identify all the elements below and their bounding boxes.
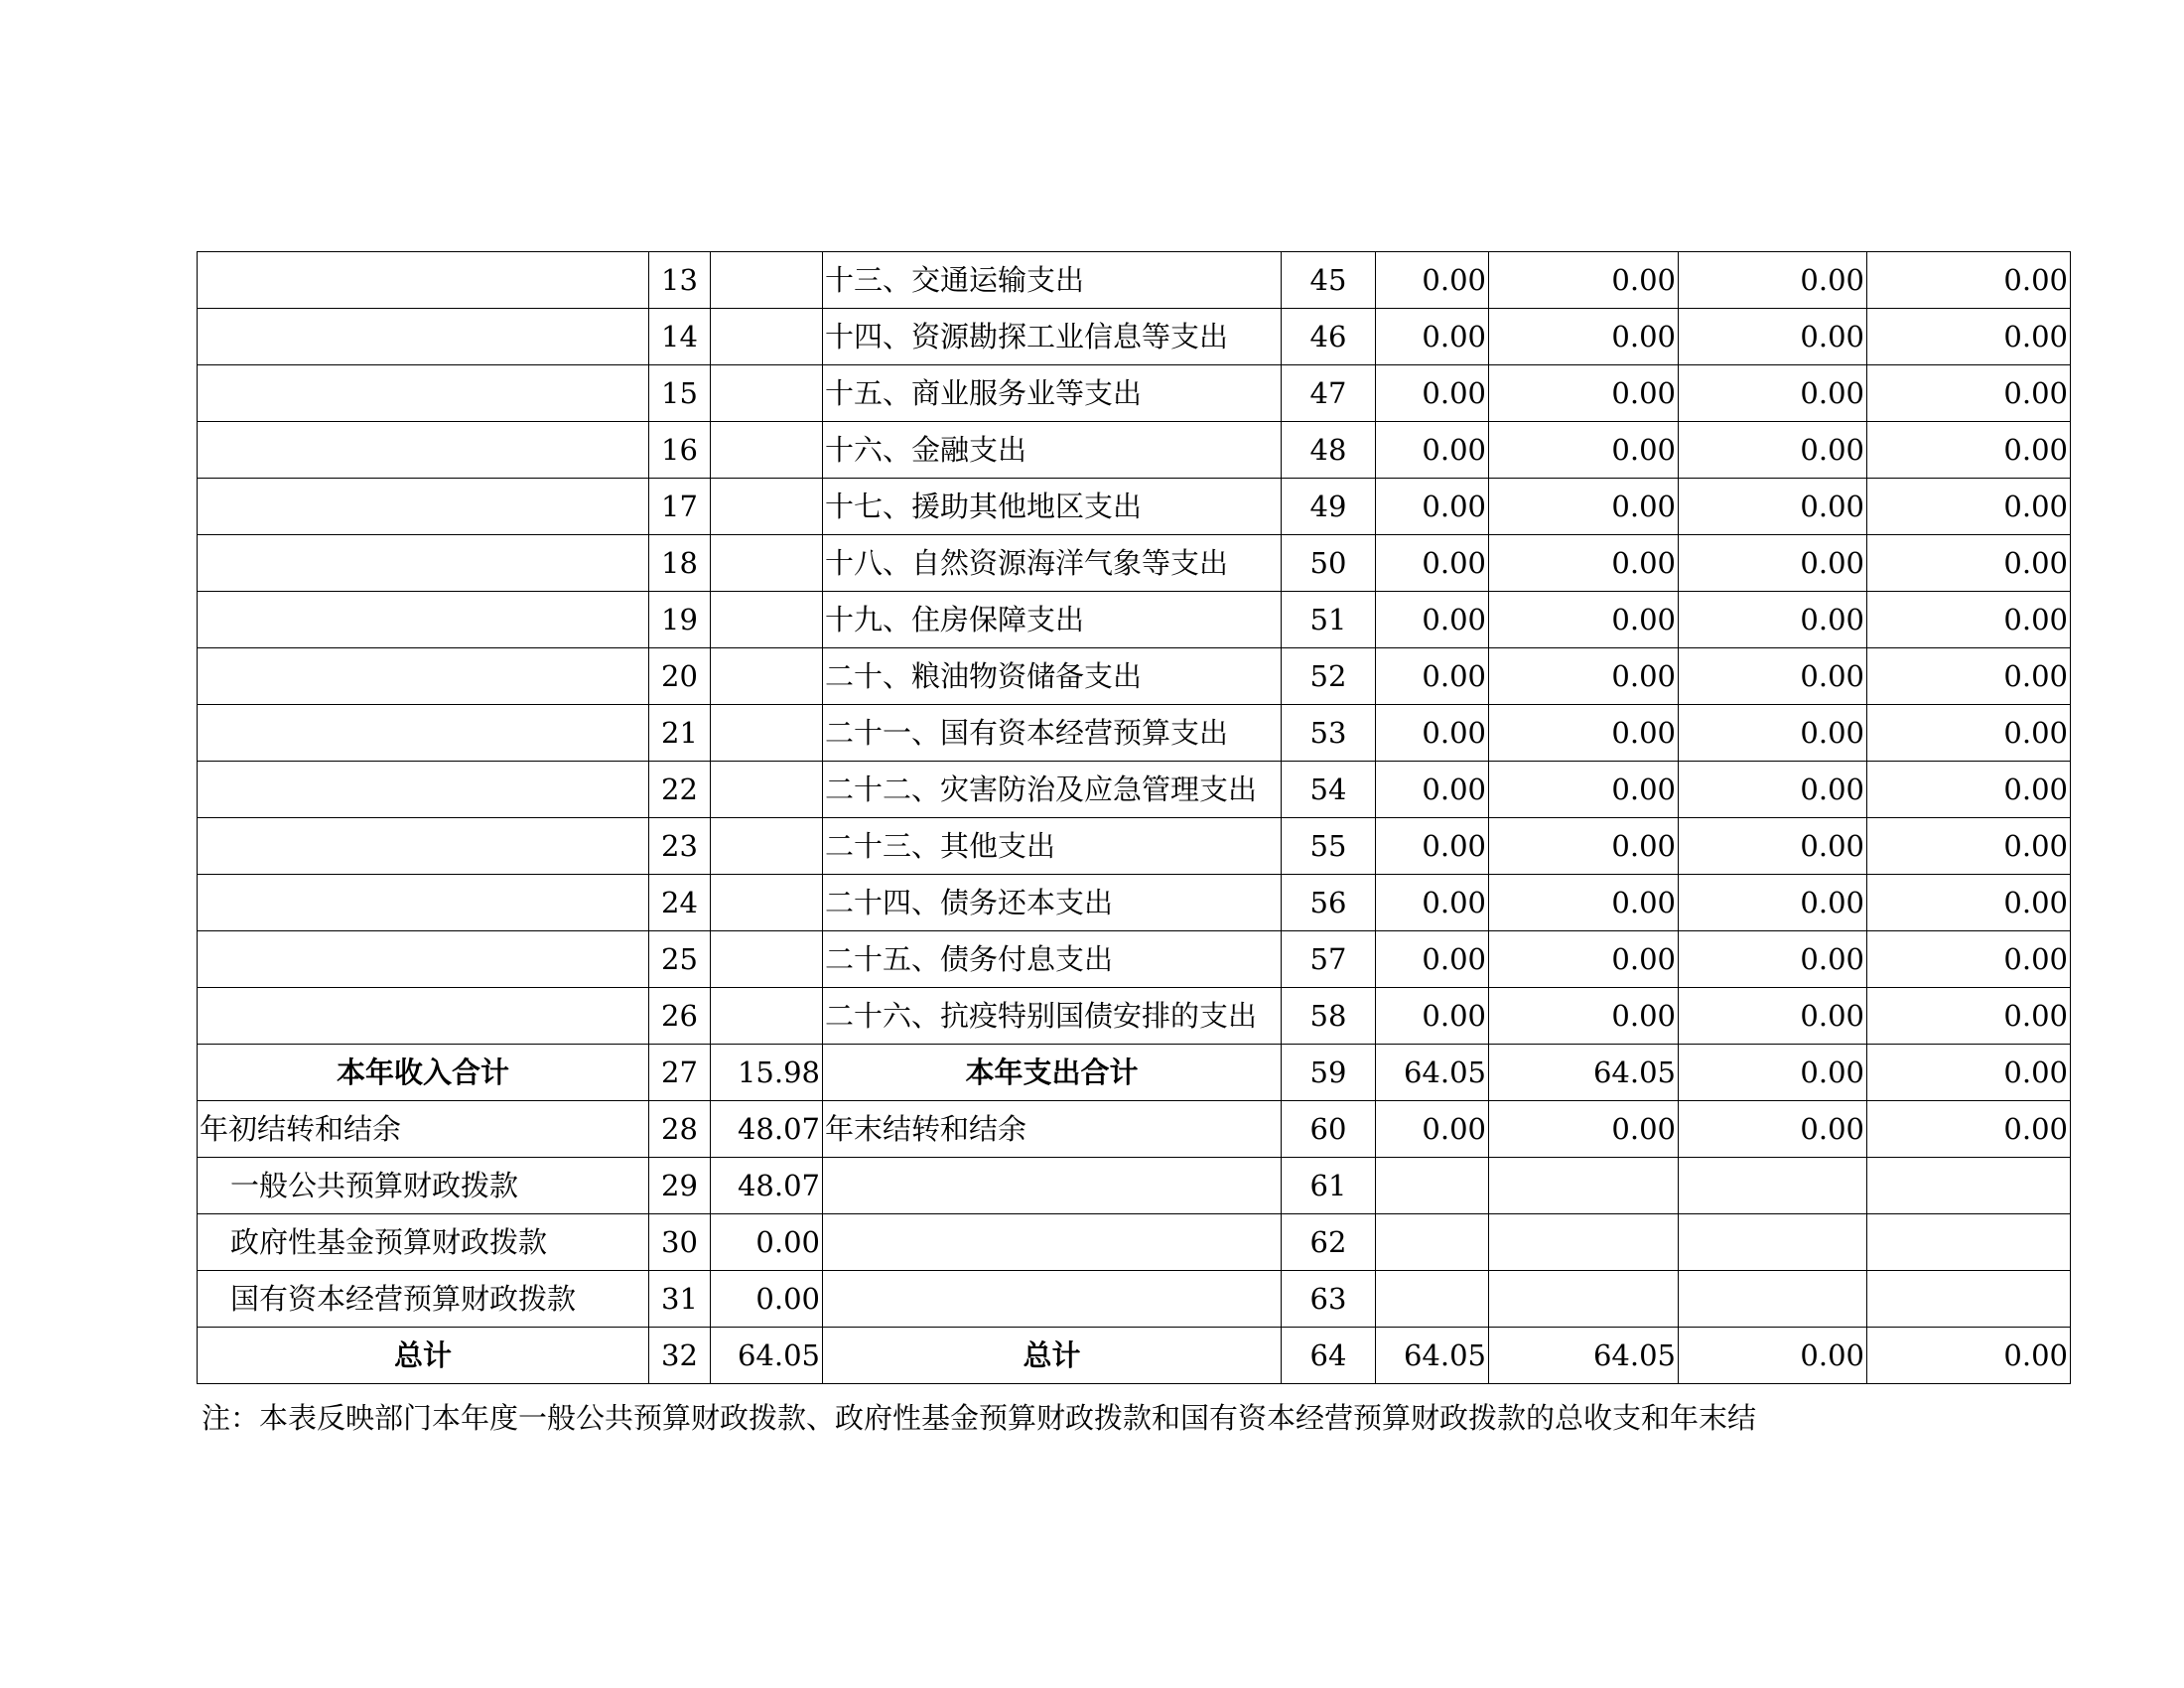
- income-item-cell: [198, 535, 649, 592]
- expense-total-cell: 64.05: [1376, 1045, 1489, 1101]
- income-item-cell: [198, 648, 649, 705]
- table-row: [198, 1101, 2071, 1158]
- income-row-number-cell: 21: [649, 705, 711, 762]
- general-budget-cell: 0.00: [1489, 309, 1679, 365]
- income-row-number-cell: 13: [649, 252, 711, 309]
- table-row: [198, 762, 2071, 818]
- income-item-cell: [198, 252, 649, 309]
- expense-item-cell: 二十六、抗疫特别国债安排的支出: [823, 988, 1282, 1045]
- expense-total-cell: 64.05: [1376, 1328, 1489, 1384]
- expense-row-number-cell: 59: [1282, 1045, 1376, 1101]
- expense-total-cell: [1376, 1271, 1489, 1328]
- gov-fund-cell: 0.00: [1679, 931, 1867, 988]
- expense-row-number-cell: 60: [1282, 1101, 1376, 1158]
- expense-item-cell: 十三、交通运输支出: [823, 252, 1282, 309]
- gov-fund-cell: 0.00: [1679, 592, 1867, 648]
- income-amount-cell: [711, 875, 823, 931]
- state-capital-cell: [1867, 1214, 2071, 1271]
- gov-fund-cell: 0.00: [1679, 988, 1867, 1045]
- state-capital-cell: 0.00: [1867, 762, 2071, 818]
- gov-fund-cell: 0.00: [1679, 648, 1867, 705]
- income-item-cell: 政府性基金预算财政拨款: [198, 1214, 649, 1271]
- general-budget-cell: [1489, 1214, 1679, 1271]
- expense-row-number-cell: 51: [1282, 592, 1376, 648]
- expense-row-number-cell: 58: [1282, 988, 1376, 1045]
- table-row: [198, 535, 2071, 592]
- table-row: [198, 818, 2071, 875]
- income-amount-cell: [711, 365, 823, 422]
- income-row-number-cell: 25: [649, 931, 711, 988]
- income-amount-cell: [711, 535, 823, 592]
- income-item-cell: [198, 422, 649, 479]
- state-capital-cell: 0.00: [1867, 931, 2071, 988]
- general-budget-cell: 0.00: [1489, 931, 1679, 988]
- general-budget-cell: 0.00: [1489, 705, 1679, 762]
- expense-total-cell: 0.00: [1376, 252, 1489, 309]
- income-row-number-cell: 31: [649, 1271, 711, 1328]
- income-row-number-cell: 32: [649, 1328, 711, 1384]
- income-item-cell: [198, 988, 649, 1045]
- expense-total-cell: 0.00: [1376, 422, 1489, 479]
- income-row-number-cell: 29: [649, 1158, 711, 1214]
- income-row-number-cell: 17: [649, 479, 711, 535]
- general-budget-cell: 0.00: [1489, 988, 1679, 1045]
- expense-item-cell: 二十四、债务还本支出: [823, 875, 1282, 931]
- expense-row-number-cell: 50: [1282, 535, 1376, 592]
- income-item-cell: [198, 592, 649, 648]
- general-budget-cell: 0.00: [1489, 479, 1679, 535]
- income-item-cell: [198, 705, 649, 762]
- income-row-number-cell: 22: [649, 762, 711, 818]
- general-budget-cell: [1489, 1271, 1679, 1328]
- income-item-cell: [198, 479, 649, 535]
- state-capital-cell: 0.00: [1867, 1328, 2071, 1384]
- state-capital-cell: 0.00: [1867, 309, 2071, 365]
- income-item-cell: 本年收入合计: [198, 1045, 649, 1101]
- expense-row-number-cell: 46: [1282, 309, 1376, 365]
- general-budget-cell: 0.00: [1489, 762, 1679, 818]
- state-capital-cell: 0.00: [1867, 592, 2071, 648]
- state-capital-cell: 0.00: [1867, 875, 2071, 931]
- expense-total-cell: [1376, 1158, 1489, 1214]
- expense-row-number-cell: 64: [1282, 1328, 1376, 1384]
- expense-row-number-cell: 57: [1282, 931, 1376, 988]
- income-item-cell: 年初结转和结余: [198, 1101, 649, 1158]
- table-row: [198, 1158, 2071, 1214]
- table-row: [198, 875, 2071, 931]
- income-row-number-cell: 26: [649, 988, 711, 1045]
- general-budget-cell: 64.05: [1489, 1045, 1679, 1101]
- income-item-cell: 一般公共预算财政拨款: [198, 1158, 649, 1214]
- budget-table: [197, 251, 2071, 1384]
- expense-total-cell: 0.00: [1376, 875, 1489, 931]
- gov-fund-cell: [1679, 1214, 1867, 1271]
- table-row: [198, 592, 2071, 648]
- gov-fund-cell: 0.00: [1679, 252, 1867, 309]
- income-row-number-cell: 24: [649, 875, 711, 931]
- expense-item-cell: 十七、援助其他地区支出: [823, 479, 1282, 535]
- expense-total-cell: 0.00: [1376, 818, 1489, 875]
- table-row: [198, 479, 2071, 535]
- income-item-cell: 总计: [198, 1328, 649, 1384]
- expense-row-number-cell: 49: [1282, 479, 1376, 535]
- expense-row-number-cell: 61: [1282, 1158, 1376, 1214]
- table-row: [198, 1271, 2071, 1328]
- table-row: [198, 365, 2071, 422]
- gov-fund-cell: 0.00: [1679, 875, 1867, 931]
- expense-row-number-cell: 52: [1282, 648, 1376, 705]
- state-capital-cell: 0.00: [1867, 252, 2071, 309]
- expense-total-cell: 0.00: [1376, 535, 1489, 592]
- income-row-number-cell: 30: [649, 1214, 711, 1271]
- expense-total-cell: 0.00: [1376, 479, 1489, 535]
- income-amount-cell: [711, 648, 823, 705]
- expense-item-cell: 本年支出合计: [823, 1045, 1282, 1101]
- general-budget-cell: 0.00: [1489, 535, 1679, 592]
- income-row-number-cell: 14: [649, 309, 711, 365]
- gov-fund-cell: 0.00: [1679, 1045, 1867, 1101]
- expense-item-cell: 二十三、其他支出: [823, 818, 1282, 875]
- expense-row-number-cell: 48: [1282, 422, 1376, 479]
- gov-fund-cell: 0.00: [1679, 309, 1867, 365]
- state-capital-cell: [1867, 1271, 2071, 1328]
- general-budget-cell: 0.00: [1489, 875, 1679, 931]
- gov-fund-cell: 0.00: [1679, 762, 1867, 818]
- general-budget-cell: 0.00: [1489, 648, 1679, 705]
- income-amount-cell: 0.00: [711, 1214, 823, 1271]
- expense-item-cell: 十六、金融支出: [823, 422, 1282, 479]
- state-capital-cell: [1867, 1158, 2071, 1214]
- general-budget-cell: 0.00: [1489, 592, 1679, 648]
- expense-total-cell: 0.00: [1376, 1101, 1489, 1158]
- table-row: [198, 931, 2071, 988]
- state-capital-cell: 0.00: [1867, 1045, 2071, 1101]
- expense-total-cell: 0.00: [1376, 988, 1489, 1045]
- budget-table-body: [198, 252, 2071, 1384]
- expense-item-cell: 年末结转和结余: [823, 1101, 1282, 1158]
- expense-total-cell: 0.00: [1376, 309, 1489, 365]
- table-row: [198, 705, 2071, 762]
- expense-item-cell: [823, 1214, 1282, 1271]
- gov-fund-cell: 0.00: [1679, 1328, 1867, 1384]
- expense-row-number-cell: 56: [1282, 875, 1376, 931]
- gov-fund-cell: [1679, 1158, 1867, 1214]
- table-row: [198, 422, 2071, 479]
- income-item-cell: [198, 762, 649, 818]
- income-row-number-cell: 20: [649, 648, 711, 705]
- expense-total-cell: 0.00: [1376, 931, 1489, 988]
- state-capital-cell: 0.00: [1867, 535, 2071, 592]
- state-capital-cell: 0.00: [1867, 422, 2071, 479]
- income-row-number-cell: 18: [649, 535, 711, 592]
- table-row: [198, 648, 2071, 705]
- general-budget-cell: 0.00: [1489, 365, 1679, 422]
- general-budget-cell: 0.00: [1489, 252, 1679, 309]
- expense-item-cell: 二十、粮油物资储备支出: [823, 648, 1282, 705]
- income-amount-cell: [711, 592, 823, 648]
- income-row-number-cell: 15: [649, 365, 711, 422]
- general-budget-cell: 0.00: [1489, 818, 1679, 875]
- state-capital-cell: 0.00: [1867, 648, 2071, 705]
- income-row-number-cell: 28: [649, 1101, 711, 1158]
- state-capital-cell: 0.00: [1867, 818, 2071, 875]
- general-budget-cell: 0.00: [1489, 1101, 1679, 1158]
- gov-fund-cell: 0.00: [1679, 535, 1867, 592]
- income-row-number-cell: 27: [649, 1045, 711, 1101]
- income-item-cell: [198, 931, 649, 988]
- income-amount-cell: [711, 931, 823, 988]
- expense-item-cell: [823, 1271, 1282, 1328]
- income-amount-cell: [711, 422, 823, 479]
- income-item-cell: [198, 818, 649, 875]
- expense-row-number-cell: 62: [1282, 1214, 1376, 1271]
- gov-fund-cell: 0.00: [1679, 818, 1867, 875]
- table-row: [198, 309, 2071, 365]
- gov-fund-cell: 0.00: [1679, 422, 1867, 479]
- income-amount-cell: 15.98: [711, 1045, 823, 1101]
- expense-row-number-cell: 53: [1282, 705, 1376, 762]
- income-amount-cell: [711, 705, 823, 762]
- table-row: [198, 1214, 2071, 1271]
- state-capital-cell: 0.00: [1867, 705, 2071, 762]
- expense-total-cell: [1376, 1214, 1489, 1271]
- general-budget-cell: [1489, 1158, 1679, 1214]
- income-item-cell: [198, 365, 649, 422]
- income-row-number-cell: 19: [649, 592, 711, 648]
- gov-fund-cell: 0.00: [1679, 479, 1867, 535]
- gov-fund-cell: 0.00: [1679, 705, 1867, 762]
- expense-total-cell: 0.00: [1376, 365, 1489, 422]
- expense-row-number-cell: 45: [1282, 252, 1376, 309]
- income-amount-cell: 64.05: [711, 1328, 823, 1384]
- income-row-number-cell: 23: [649, 818, 711, 875]
- expense-row-number-cell: 55: [1282, 818, 1376, 875]
- state-capital-cell: 0.00: [1867, 365, 2071, 422]
- expense-total-cell: 0.00: [1376, 762, 1489, 818]
- table-row: [198, 1328, 2071, 1384]
- income-amount-cell: 48.07: [711, 1101, 823, 1158]
- expense-item-cell: 十四、资源勘探工业信息等支出: [823, 309, 1282, 365]
- table-row: [198, 988, 2071, 1045]
- income-amount-cell: 0.00: [711, 1271, 823, 1328]
- table-row: [198, 252, 2071, 309]
- expense-item-cell: 总计: [823, 1328, 1282, 1384]
- income-item-cell: [198, 875, 649, 931]
- expense-total-cell: 0.00: [1376, 705, 1489, 762]
- income-amount-cell: [711, 988, 823, 1045]
- expense-row-number-cell: 63: [1282, 1271, 1376, 1328]
- state-capital-cell: 0.00: [1867, 479, 2071, 535]
- gov-fund-cell: 0.00: [1679, 365, 1867, 422]
- expense-item-cell: 十九、住房保障支出: [823, 592, 1282, 648]
- table-row: [198, 1045, 2071, 1101]
- income-amount-cell: [711, 762, 823, 818]
- gov-fund-cell: 0.00: [1679, 1101, 1867, 1158]
- state-capital-cell: 0.00: [1867, 988, 2071, 1045]
- footnote: 注：本表反映部门本年度一般公共预算财政拨款、政府性基金预算财政拨款和国有资本经营预算财政拨款的总收支和年末结: [202, 1401, 1757, 1435]
- income-amount-cell: [711, 309, 823, 365]
- expense-total-cell: 0.00: [1376, 648, 1489, 705]
- expense-item-cell: 十八、自然资源海洋气象等支出: [823, 535, 1282, 592]
- income-item-cell: 国有资本经营预算财政拨款: [198, 1271, 649, 1328]
- expense-row-number-cell: 54: [1282, 762, 1376, 818]
- expense-row-number-cell: 47: [1282, 365, 1376, 422]
- expense-item-cell: 二十五、债务付息支出: [823, 931, 1282, 988]
- income-amount-cell: [711, 818, 823, 875]
- expense-item-cell: 二十二、灾害防治及应急管理支出: [823, 762, 1282, 818]
- expense-item-cell: 十五、商业服务业等支出: [823, 365, 1282, 422]
- general-budget-cell: 64.05: [1489, 1328, 1679, 1384]
- expense-total-cell: 0.00: [1376, 592, 1489, 648]
- income-item-cell: [198, 309, 649, 365]
- general-budget-cell: 0.00: [1489, 422, 1679, 479]
- income-row-number-cell: 16: [649, 422, 711, 479]
- expense-item-cell: [823, 1158, 1282, 1214]
- expense-item-cell: 二十一、国有资本经营预算支出: [823, 705, 1282, 762]
- income-amount-cell: 48.07: [711, 1158, 823, 1214]
- income-amount-cell: [711, 479, 823, 535]
- income-amount-cell: [711, 252, 823, 309]
- state-capital-cell: 0.00: [1867, 1101, 2071, 1158]
- gov-fund-cell: [1679, 1271, 1867, 1328]
